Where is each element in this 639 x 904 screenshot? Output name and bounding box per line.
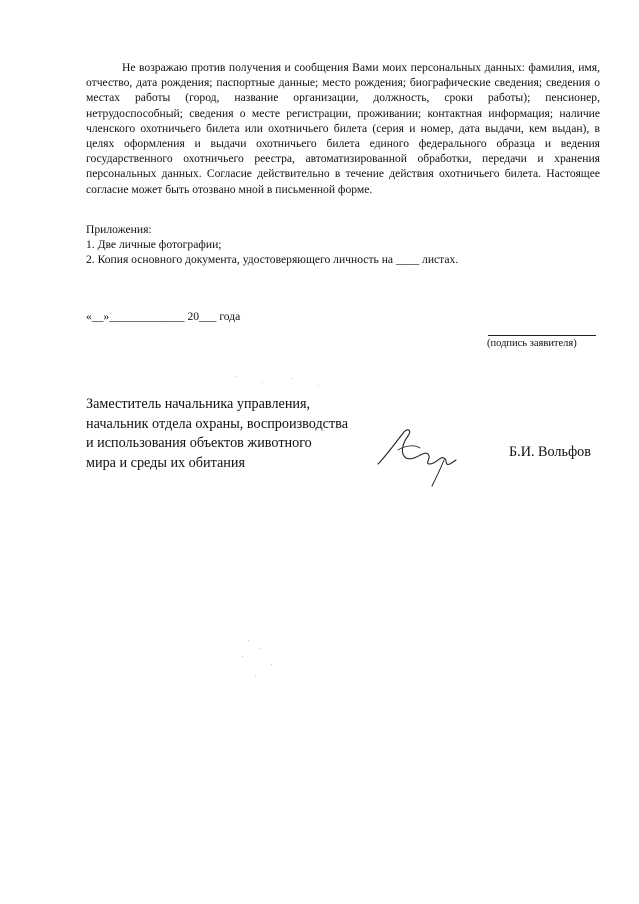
position-line: мира и среды их обитания xyxy=(86,454,245,471)
scan-speck xyxy=(318,385,319,386)
scan-speck xyxy=(236,376,237,377)
position-line: Заместитель начальника управления, xyxy=(86,396,311,412)
scan-speck xyxy=(248,640,249,641)
attachments-block xyxy=(86,222,458,268)
attachment-item: 2. Копия основного документа, удостоверяющего личность на ____ листах. xyxy=(86,253,459,267)
consent-paragraph: Не возражаю против получения и сообщения Вами моих персональных данных: фамилия, имя, отчество, дата рождения; паспортные данные; место рождения; биографические сведения; сведения о местах работы (город, название организации, должность, сроки работы); пенсионер, нетрудоспособный; сведения о месте регистрации, проживании; контактная информация; наличие членского охотничьего билета или охотничьего билета (серия и номер, дата выдачи, кем выдан), в целях оформления и выдачи охотничьего билета единого федерального образца и ведения государственного охотничьего реестра, автоматизированной обработки, передачи и хранения персональных данных. Согласие действительно в течение действия охотничьего билета. Настоящее согласие может быть отозвано мной в письменной форме. xyxy=(86,61,600,196)
attachments-heading: Приложения: xyxy=(86,223,152,236)
scan-speck xyxy=(255,675,256,676)
official-name: Б.И. Вольфов xyxy=(509,444,591,460)
date-line: «__»_____________ 20___ года xyxy=(86,310,241,323)
scan-speck xyxy=(291,378,292,379)
scan-speck xyxy=(262,382,263,383)
applicant-signature-line xyxy=(488,335,596,336)
applicant-signature-caption: (подпись заявителя) xyxy=(487,338,577,349)
scan-speck xyxy=(242,656,243,657)
attachment-item: 1. Две личные фотографии; xyxy=(86,238,222,252)
scan-speck xyxy=(260,648,261,649)
scan-speck xyxy=(271,664,272,665)
position-line: начальник отдела охраны, воспроизводства xyxy=(86,415,348,432)
position-line: и использования объектов животного xyxy=(86,435,312,451)
handwritten-signature xyxy=(374,420,460,490)
official-position xyxy=(86,395,348,473)
